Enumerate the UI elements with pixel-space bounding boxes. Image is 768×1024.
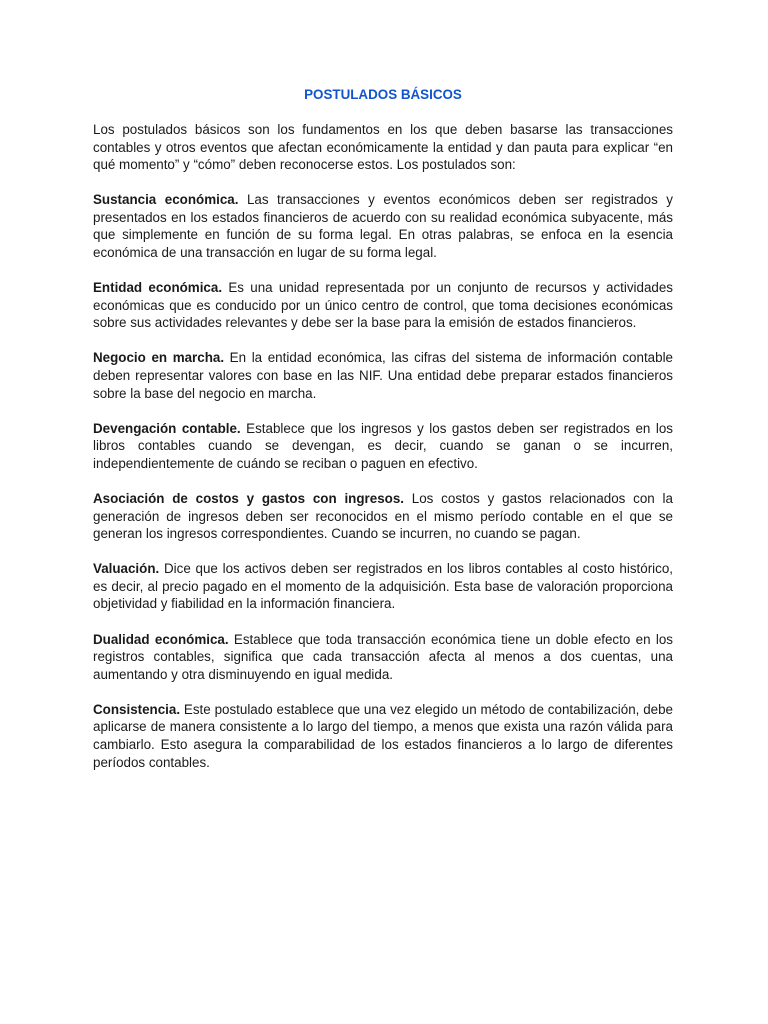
postulate-text: En la entidad económica, las cifras del sistema de información contable deben representar valores con base en las NIF. Una entidad debe preparar estados financieros sobre la base del negocio en marcha. bbox=[93, 350, 673, 401]
postulate-consistencia bbox=[93, 701, 673, 771]
postulate-devengacion-contable bbox=[93, 420, 673, 473]
document-title: POSTULADOS BÁSICOS bbox=[304, 87, 462, 102]
postulate-term: Sustancia económica. bbox=[93, 192, 239, 208]
postulate-text: Establece que toda transacción económica tiene un doble efecto en los registros contables, significa que cada transacción afecta al menos a dos cuentas, una aumentando y otra disminuyendo en igual medida. bbox=[93, 631, 673, 682]
postulate-negocio-en-marcha bbox=[93, 349, 673, 402]
postulate-term: Valuación. bbox=[93, 561, 160, 577]
postulate-term: Asociación de costos y gastos con ingresos. bbox=[93, 491, 404, 506]
intro-paragraph: Los postulados básicos son los fundamentos en los que deben basarse las transacciones contables y otros eventos que afectan económicamente la entidad y dan pauta para explicar “en qué momento” y “cómo” deben reconocerse estos. Los postulados son: bbox=[93, 122, 673, 173]
postulate-valuacion bbox=[93, 560, 673, 613]
postulate-text: Este postulado establece que una vez elegido un método de contabilización, debe aplicarse de manera consistente a lo largo del tiempo, a menos que exista una razón válida para cambiarlo. Esto asegura la comparabilidad de los estados financieros a lo largo de diferentes períodos contables. bbox=[93, 701, 673, 770]
postulate-text: Los costos y gastos relacionados con la generación de ingresos deben ser reconocidos en el mismo período contable en el que se generan los ingresos correspondientes. Cuando se incurren, no cuando se pagan. bbox=[93, 491, 673, 542]
postulate-text: Establece que los ingresos y los gastos deben ser registrados en los libros contables cuando se devengan, es decir, cuando se ganan o se incurren, independientemente de cuándo se reciban o paguen en efectivo. bbox=[93, 420, 673, 471]
postulate-text: Es una unidad representada por un conjunto de recursos y actividades económicas que es conducido por un único centro de control, que toma decisiones económicas sobre sus actividades relevantes y debe ser la base para la emisión de estados financieros. bbox=[93, 280, 673, 331]
document-page bbox=[93, 86, 673, 789]
postulate-entidad-economica bbox=[93, 279, 673, 332]
postulate-sustancia-economica bbox=[93, 191, 673, 261]
postulate-term: Negocio en marcha. bbox=[93, 350, 225, 366]
postulate-dualidad-economica bbox=[93, 631, 673, 684]
postulate-text: Las transacciones y eventos económicos deben ser registrados y presentados en los estados financieros de acuerdo con su realidad económica subyacente, más que simplemente en función de su forma legal. En otras palabras, se enfoca en la esencia económica de una transacción en lugar de su forma legal. bbox=[93, 192, 673, 261]
postulate-term: Dualidad económica. bbox=[93, 631, 229, 647]
postulate-asociacion-costos-gastos bbox=[93, 490, 673, 543]
postulate-term: Devengación contable. bbox=[93, 420, 241, 436]
postulate-text: Dice que los activos deben ser registrados en los libros contables al costo histórico, es decir, al precio pagado en el momento de la adquisición. Esta base de valoración proporciona objetividad y fiabilidad en la información financiera. bbox=[93, 561, 673, 612]
postulate-term: Entidad económica. bbox=[93, 280, 223, 296]
postulate-term: Consistencia. bbox=[93, 701, 181, 717]
